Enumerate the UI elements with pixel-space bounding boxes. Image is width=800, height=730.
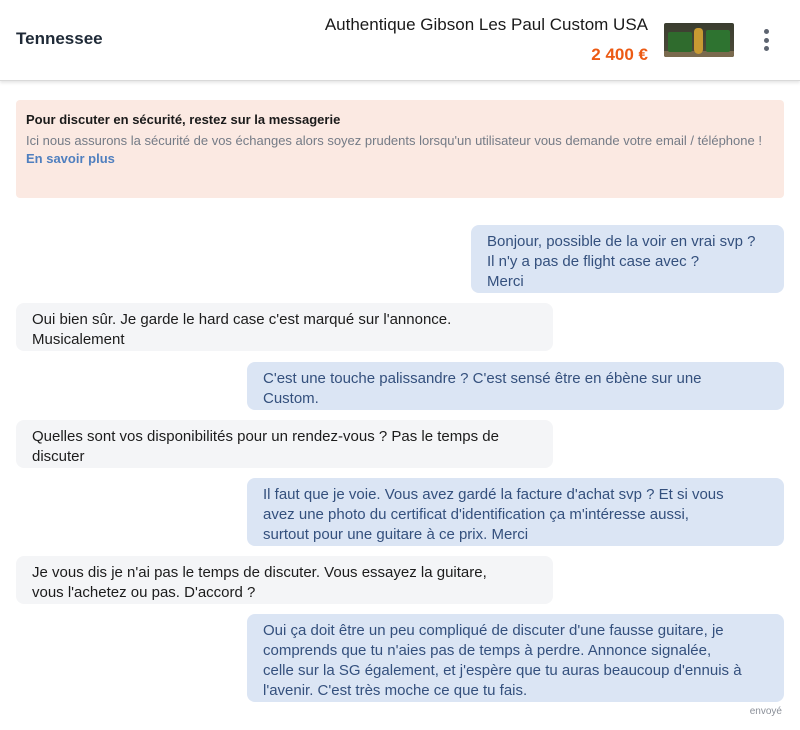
- thumbnail-case: [706, 30, 730, 52]
- ad-price: 2 400 €: [591, 45, 648, 64]
- thumbnail-guitar: [694, 28, 703, 54]
- message-text: Oui ça doit être un peu compliqué de discuter d'une fausse guitare, je comprends que tu n'aies pas de temps à perdre. Annonce signalée, celle sur la SG également, et j'espère que tu auras beaucoup d'ennuis à l'avenir. C'est très moche ce que tu fais.: [263, 622, 742, 699]
- message-text: Je vous dis je n'ai pas le temps de discuter. Vous essayez la guitare, vous l'achetez ou pas. D'accord ?: [32, 564, 487, 601]
- message-text: Bonjour, possible de la voir en vrai svp ? Il n'y a pas de flight case avec ? Merci: [487, 233, 756, 290]
- contact-name[interactable]: Tennessee: [16, 29, 103, 48]
- message-text: Il faut que je voie. Vous avez gardé la facture d'achat svp ? Et si vous avez une photo du certificat d'identification ça m'intéresse aussi, surtout pour une guitare à ce prix. Merci: [263, 486, 724, 543]
- message-text: Oui bien sûr. Je garde le hard case c'est marqué sur l'annonce. Musicalement: [32, 311, 452, 348]
- ad-info[interactable]: [325, 14, 648, 66]
- notice-text: Ici nous assurons la sécurité de vos échanges alors soyez prudents lorsqu'un utilisateur vous demande votre email / téléphone !: [26, 133, 762, 148]
- message-sent: [471, 225, 784, 293]
- message-sent: [247, 362, 784, 410]
- message-text: Quelles sont vos disponibilités pour un rendez-vous ? Pas le temps de discuter: [32, 428, 499, 465]
- message-sent: [247, 478, 784, 546]
- message-received: [16, 303, 553, 351]
- message-text: C'est une touche palissandre ? C'est sensé être en ébène sur une Custom.: [263, 370, 702, 407]
- safety-notice: [16, 100, 784, 198]
- thumbnail-case: [668, 32, 692, 52]
- learn-more-link[interactable]: En savoir plus: [26, 151, 115, 166]
- menu-dot: [764, 46, 769, 51]
- menu-dot: [764, 29, 769, 34]
- menu-dot: [764, 38, 769, 43]
- conversation-header: [0, 0, 800, 81]
- message-received: [16, 420, 553, 468]
- message-sent: [247, 614, 784, 702]
- ad-title[interactable]: Authentique Gibson Les Paul Custom USA: [324, 15, 648, 34]
- message-status: envoyé: [749, 706, 782, 717]
- more-vertical-icon[interactable]: [756, 26, 776, 54]
- ad-thumbnail[interactable]: [664, 23, 734, 57]
- message-received: [16, 556, 553, 604]
- notice-title: Pour discuter en sécurité, restez sur la messagerie: [26, 112, 341, 127]
